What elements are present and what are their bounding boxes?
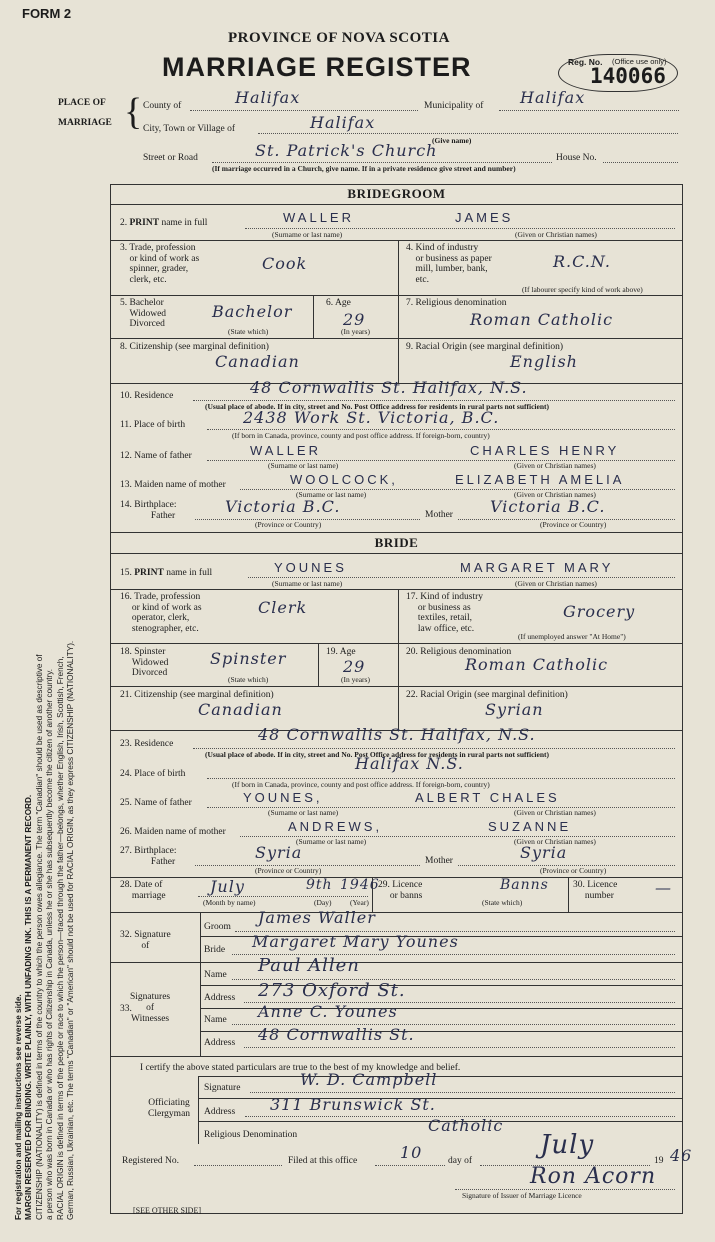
groom-racial-label: Racial Origin (see marginal definition): [415, 342, 564, 352]
groom-given: JAMES: [455, 210, 514, 225]
clergy-address: 311 Brunswick St.: [270, 1095, 436, 1114]
bride-father-surname: YOUNES,: [243, 790, 323, 805]
groom-birthplace-label: Birthplace:: [134, 500, 177, 510]
groom-father-birthplace: Victoria B.C.: [225, 497, 341, 516]
give-name-note: (Give name): [432, 136, 472, 145]
groom-industry: R.C.N.: [553, 252, 611, 271]
office-use-label: (Office use only): [612, 57, 667, 66]
clergy-label-2: Clergyman: [148, 1109, 191, 1119]
bride-mother-given-note: (Given or Christian names): [514, 837, 596, 846]
licence-label: Licence: [392, 880, 423, 890]
bride-mother-birthplace: Syria: [520, 843, 568, 862]
licence-no-label: Licence: [587, 880, 618, 890]
bride-trade-label-4: stenographer, etc.: [131, 623, 199, 634]
county-value: Halifax: [235, 88, 301, 107]
bride-racial-label: Racial Origin (see marginal definition): [420, 690, 568, 700]
bride-residence-label: Residence: [134, 739, 174, 749]
page-title: MARRIAGE REGISTER: [162, 52, 472, 82]
bride-trade: Clerk: [258, 598, 308, 617]
groom-sig-label: Groom: [204, 922, 231, 932]
city-value: Halifax: [310, 113, 376, 132]
bride-given-note: (Given or Christian names): [515, 579, 597, 588]
groom-mother-surname-note: (Surname or last name): [296, 490, 367, 499]
margin-line-5: RACIAL ORIGIN is defined in terms of the people or race to which the person—traced through the father—belongs, whether English, Irish, Scottish, French,: [55, 656, 65, 1220]
groom-trade-label-2: or kind of work as: [129, 253, 200, 264]
bride-status: Spinster: [210, 649, 287, 668]
groom-name-label: name in full: [161, 218, 208, 228]
groom-mother-birthplace: Victoria B.C.: [490, 497, 606, 516]
month-note: (Month by name): [203, 898, 256, 907]
groom-industry-label-3: mill, lumber, bank,: [415, 264, 488, 274]
bride-father-surname-note: (Surname or last name): [268, 808, 339, 817]
place-label-2: MARRIAGE: [58, 118, 112, 128]
marriage-year: 1946: [340, 877, 380, 893]
margin-line-4: a person who was born in Canada or who has rights of Citizenship in Canada, unless he or she has subsequently become the citizen of another country.: [45, 668, 55, 1220]
date-label: Date of: [134, 880, 163, 890]
groom-birth-note: (If born in Canada, province, county and post office address. If foreign-born, country): [232, 431, 490, 440]
registered-label: Registered No.: [122, 1156, 179, 1166]
bride-state-which: (State which): [228, 675, 269, 684]
groom-residence-note: (Usual place of abode. If in city, street and No. Post Office address for residents in rural parts not sufficient): [205, 402, 550, 411]
groom-trade-label: Trade, profession: [129, 243, 196, 253]
witness2-address: 48 Cornwallis St.: [258, 1025, 415, 1044]
filed-year: 46: [670, 1146, 693, 1165]
groom-mother-given: ELIZABETH AMELIA: [455, 472, 625, 487]
bride-trade-label: Trade, profession: [134, 592, 201, 602]
witness2-name-label: Name: [204, 1015, 227, 1025]
groom-father-given: CHARLES HENRY: [470, 443, 620, 458]
clergy-signature: W. D. Campbell: [300, 1070, 438, 1089]
groom-citizenship: Canadian: [215, 352, 300, 371]
filed-month: July: [540, 1130, 595, 1160]
groom-trade-label-3: spinner, grader,: [129, 264, 189, 274]
groom-father-province-note: (Province or Country): [255, 520, 322, 529]
groom-religion: Roman Catholic: [470, 310, 614, 329]
groom-industry-label-4: etc.: [415, 274, 429, 285]
bride-father-given: ALBERT CHALES: [415, 790, 560, 805]
bride-mother-word: Mother: [425, 856, 453, 866]
groom-residence-label: Residence: [134, 391, 174, 401]
bride-age: 29: [343, 657, 366, 676]
bride-industry-label-3: textiles, retail,: [417, 613, 472, 623]
see-other-side: [SEE OTHER SIDE]: [133, 1206, 201, 1215]
bride-industry: Grocery: [563, 602, 636, 621]
groom-industry-label: Kind of industry: [415, 243, 479, 253]
bride-signature: Margaret Mary Younes: [252, 932, 459, 951]
groom-industry-label-2: or business as paper: [415, 253, 492, 264]
bride-industry-label-4: law office, etc.: [417, 623, 475, 634]
clergy-religion: Catholic: [428, 1116, 504, 1135]
groom-father-given-note: (Given or Christian names): [514, 461, 596, 470]
clergy-religion-label: Religious Denomination: [204, 1130, 298, 1140]
day-note: (Day): [314, 898, 332, 907]
groom-given-note: (Given or Christian names): [515, 230, 597, 239]
province-heading: PROVINCE OF NOVA SCOTIA: [228, 30, 450, 46]
bride-trade-label-3: operator, clerk,: [131, 613, 190, 623]
groom-mother-province-note: (Province or Country): [540, 520, 607, 529]
bride-birth-note: (If born in Canada, province, county and post office address. If foreign-born, country): [232, 780, 490, 789]
licence-label-2: or banns: [389, 890, 423, 901]
groom-state-which: (State which): [228, 327, 269, 336]
bride-citizenship-label: Citizenship (see marginal definition): [134, 690, 274, 700]
bride-industry-label-2: or business as: [417, 602, 471, 613]
marriage-month: July: [210, 877, 245, 896]
bride-print-label: PRINT: [134, 568, 164, 578]
bride-trade-label-2: or kind of work as: [131, 602, 202, 613]
groom-surname: WALLER: [283, 210, 354, 225]
place-note: (If marriage occurred in a Church, give name. If in a private residence give street and number): [212, 164, 516, 173]
groom-racial: English: [510, 352, 578, 371]
groom-status: Bachelor: [212, 302, 293, 321]
groom-mother-word: Mother: [425, 510, 453, 520]
witness-label: Signatures: [130, 992, 171, 1002]
issuer-signature: Ron Acorn: [530, 1164, 657, 1189]
place-label-1: PLACE OF: [58, 98, 106, 108]
groom-mother-surname: WOOLCOCK,: [290, 472, 398, 487]
reg-no-label: Reg. No.: [568, 57, 603, 67]
bride-status-label-2: Widowed: [131, 657, 169, 668]
bride-given: MARGARET MARY: [460, 560, 614, 575]
house-no-label: House No.: [556, 153, 597, 163]
margin-line-2: MARGIN RESERVED FOR BINDING. WRITE PLAINLY, WITH UNFADING INK. THIS IS A PERMANENT RECORD.: [24, 794, 34, 1220]
bride-age-label: Age: [339, 647, 356, 657]
reg-no-value: 140066: [590, 64, 666, 88]
filed-label: Filed at this office: [288, 1156, 358, 1166]
groom-birth-label: Place of birth: [133, 420, 186, 430]
groom-print-label: PRINT: [129, 218, 160, 228]
bride-status-label: Spinster: [134, 647, 166, 657]
groom-age-note: (In years): [341, 327, 370, 336]
bridegroom-heading: BRIDEGROOM: [347, 186, 446, 201]
groom-status-label-2: Widowed: [129, 308, 167, 319]
bride-birth: Halifax N.S.: [355, 754, 464, 773]
bride-name-label: name in full: [166, 568, 213, 578]
bride-religion-label: Religious denomination: [420, 647, 512, 657]
groom-religion-label: Religious denomination: [415, 298, 507, 308]
groom-father-label: Name of father: [134, 451, 192, 461]
witness2-address-label: Address: [204, 1038, 236, 1048]
groom-mother-label: Maiden name of mother: [134, 480, 226, 490]
bride-birth-label: Place of birth: [134, 769, 186, 779]
bride-age-note: (In years): [341, 675, 370, 684]
witness1-address: 273 Oxford St.: [258, 980, 406, 1001]
groom-father-surname-note: (Surname or last name): [268, 461, 339, 470]
witness1-name: Paul Allen: [258, 955, 360, 976]
municipality-value: Halifax: [520, 88, 586, 107]
clergy-address-label: Address: [204, 1107, 236, 1117]
groom-birth: 2438 Work St. Victoria, B.C.: [243, 408, 500, 427]
issuer-label: Signature of Issuer of Marriage Licence: [462, 1191, 582, 1200]
filed-day: 10: [400, 1143, 423, 1162]
bride-sig-label: Bride: [204, 945, 226, 955]
groom-residence: 48 Cornwallis St. Halifax, N.S.: [250, 378, 528, 397]
county-label: County of: [143, 101, 182, 111]
bride-religion: Roman Catholic: [465, 655, 609, 674]
year-prefix: 19: [654, 1156, 664, 1166]
witness2-name: Anne C. Younes: [258, 1002, 398, 1021]
clergy-signature-label: Signature: [204, 1083, 241, 1093]
bride-mother-province-note: (Province or Country): [540, 866, 607, 875]
groom-age: 29: [343, 310, 366, 329]
licence-no-value: —: [655, 878, 672, 897]
bride-father-province-note: (Province or Country): [255, 866, 322, 875]
bride-father-word: Father: [150, 857, 176, 867]
bride-surname-note: (Surname or last name): [272, 579, 343, 588]
witness-label-3: Witnesses: [130, 1014, 170, 1024]
licence-value: Banns: [500, 877, 549, 893]
year-note: (Year): [350, 898, 369, 907]
certify-statement: I certify the above stated particulars are true to the best of my knowledge and belief.: [140, 1063, 461, 1073]
groom-industry-note: (If labourer specify kind of work above): [522, 285, 643, 294]
bride-citizenship: Canadian: [198, 700, 283, 719]
margin-line-6: German, Russian, Ukrainian, etc. The terms "Canadian" or "American" should not be used for RACIAL ORIGIN, as they express CITIZENSHIP (NATIONALITY).: [66, 640, 76, 1220]
witness1-address-label: Address: [204, 993, 236, 1003]
groom-surname-note: (Surname or last name): [272, 230, 343, 239]
groom-status-label: Bachelor: [129, 298, 164, 308]
bride-mother-given: SUZANNE: [488, 819, 572, 834]
bride-father-given-note: (Given or Christian names): [514, 808, 596, 817]
marriage-register-page: For registration and mailing instructions see reverse side. MARGIN RESERVED FOR BINDING. WRITE PLAINLY, WITH UNFADING INK. THIS IS A PERMANENT RECORD. CITIZENSHIP (NATIONALITY) is defined in terms of the country to which the person owes allegiance. The term "Canadian" should be used as descriptive of a person who was born in Canada or who has rights of Citizenship in Canada, unless he or she has subsequently become the citizen of another country. RACIAL ORIGIN is defined in terms of the people or race to which the person—traced through the father—belongs, whether English, Irish, Scottish, French, German, Russian, Ukrainian, etc. The terms "Canadian" or "American" should not be used for RACIAL ORIGIN, as they express CITIZENSHIP (NATIONALITY). FORM 2 PROVINCE OF NOVA SCOTIA MARRIAGE REGISTER Reg. No. (Office use only) 140066 PLACE OF MARRIAGE { County of Halifax Municipality of Halifax City, Town or Village of Halifax (Give name) Street or Road St. Patrick's Church House No. (If marriage occurred in a Church, give name. If in a private residence give street and number) BRIDEGROOM 2. PRINT name in full WALLER JAMES (Surname or last name) (Given or Christian names) 3. Trade, profession or kind of work as spinner, grader, clerk, etc. Cook 4. Kind of industry or business as paper mill, lumber, bank, etc. R.C.N. (If labourer specify kind of work above) 5. Bachelor Widowed Divorced Bachelor (State which) 6. Age 29 (In years) 7. Religious denomination Roman Catholic 8. Citizenship (see marginal definition) Canadian 9. Racial Origin (see marginal definition) English 10. Residence 48 Cornwallis St. Halifax, N.S. (Usual place of abode. If in city, street and No. Post Office address for residents in rural parts not sufficient) 11. Place of birth 2438 Work St. Victoria, B.C. (If born in Canada, province, county and post office address. If foreign-born, country) 12. Name of father WALLER CHARLES HENRY (Surname or last name) (Given or Christian names) 13. Maiden name of mother WOOLCOCK, ELIZABETH AMELIA (Surname or last name) (Given or Christian names) 14. Birthplace: Father Victoria B.C. Mother Victoria B.C. (Province or Country) (Province or Country) BRIDE 15. PRINT name in full YOUNES MARGARET MARY (Surname or last name) (Given or Christian names) 16. Trade, profession or kind of work as operator, clerk, stenographer, etc. Clerk 17. Kind of industry or business as textiles, retail, law office, etc. Grocery (If unemployed answer "At Home") 18. Spinster Widowed Divorced Spinster (State which) 19. Age 29 (In years) 20. Religious denomination Roman Catholic 21. Citizenship (see marginal definition) Canadian 22. Racial Origin (see marginal definition) Syrian 23. Residence 48 Cornwallis St. Halifax, N.S. (Usual place of abode. If in city, street and No. Post Office address for residents in rural parts not sufficient) 24. Place of birth Halifax N.S. (If born in Canada, province, county and post office address. If foreign-born, country) 25. Name of father YOUNES, ALBERT CHALES (Surname or last name) (Given or Christian names) 26. Maiden name of mother ANDREWS, SUZANNE (Surname or last name) (Given or Christian names) 27. Birthplace: Father Syria Mother Syria (Province or Country) (Province or Country) 28. Date of marriage July 9th 1946 (Month by name) (Day) (Year) 29. Licence or banns Banns (State which) 30. Licence number — 32. Signature of Groom James Waller Bride Margaret Mary Younes Signatures of Witnesses 33. Name Paul Allen Address 273 Oxford St. Name Anne C. Younes Address 48 Cornwallis St. I certify the above stated particulars are true to the best of my knowledge and belief. Officiating Clergyman Signature W. D. Campbell Address 311 Brunswick St. Religious Denomination Catholic Registered No. Filed at this office 10 day of July 19 46 Ron Acorn Signature of Issuer of Marriage Licence [SEE OTHER SIDE]: [14, 6, 693, 1220]
bride-industry-label: Kind of industry: [420, 592, 484, 602]
bride-residence-note: (Usual place of abode. If in city, street and No. Post Office address for residents in rural parts not sufficient): [205, 750, 550, 759]
street-label: Street or Road: [143, 153, 198, 163]
witness-label-2: of: [146, 1003, 155, 1013]
bride-surname: YOUNES: [274, 560, 347, 575]
groom-trade-label-4: clerk, etc.: [129, 274, 167, 285]
groom-mother-given-note: (Given or Christian names): [514, 490, 596, 499]
sig-label-2: of: [141, 941, 150, 951]
groom-citizenship-label: Citizenship (see marginal definition): [129, 342, 269, 352]
marriage-day: 9th: [306, 877, 333, 893]
licence-no-label-2: number: [584, 890, 614, 901]
bride-industry-note: (If unemployed answer "At Home"): [518, 632, 626, 641]
bride-heading: BRIDE: [374, 535, 419, 550]
bride-racial: Syrian: [485, 700, 544, 719]
street-value: St. Patrick's Church: [255, 141, 438, 160]
margin-line-3: CITIZENSHIP (NATIONALITY) is defined in terms of the country to which the person owes allegiance. The term "Canadian" should be used as descriptive of: [34, 654, 44, 1220]
groom-signature: James Waller: [258, 908, 376, 927]
bride-mother-label: Maiden name of mother: [134, 827, 226, 837]
place-brace: {: [124, 91, 143, 133]
day-of-label: day of: [448, 1156, 473, 1166]
witness1-name-label: Name: [204, 970, 227, 980]
margin-line-1: For registration and mailing instructions see reverse side.: [14, 994, 23, 1220]
groom-trade: Cook: [262, 254, 308, 273]
bride-residence: 48 Cornwallis St. Halifax, N.S.: [258, 725, 536, 744]
bride-mother-surname: ANDREWS,: [288, 819, 383, 834]
bride-father-label: Name of father: [134, 798, 192, 808]
bride-birthplace-label: Birthplace:: [134, 846, 177, 856]
form-number: FORM 2: [22, 6, 72, 21]
margin-instructions: [14, 120, 76, 1220]
clergy-label: Officiating: [148, 1098, 190, 1108]
licence-state-which: (State which): [482, 898, 523, 907]
groom-status-label-3: Divorced: [129, 319, 165, 329]
city-label: City, Town or Village of: [143, 124, 235, 134]
sig-label: Signature: [134, 930, 171, 940]
bride-father-birthplace: Syria: [255, 843, 303, 862]
municipality-label: Municipality of: [424, 101, 484, 111]
date-label-2: marriage: [131, 890, 166, 901]
groom-age-label: Age: [334, 298, 351, 308]
groom-father-surname: WALLER: [250, 443, 321, 458]
bride-status-label-3: Divorced: [131, 668, 168, 678]
groom-father-word: Father: [150, 511, 176, 521]
bride-mother-surname-note: (Surname or last name): [296, 837, 367, 846]
